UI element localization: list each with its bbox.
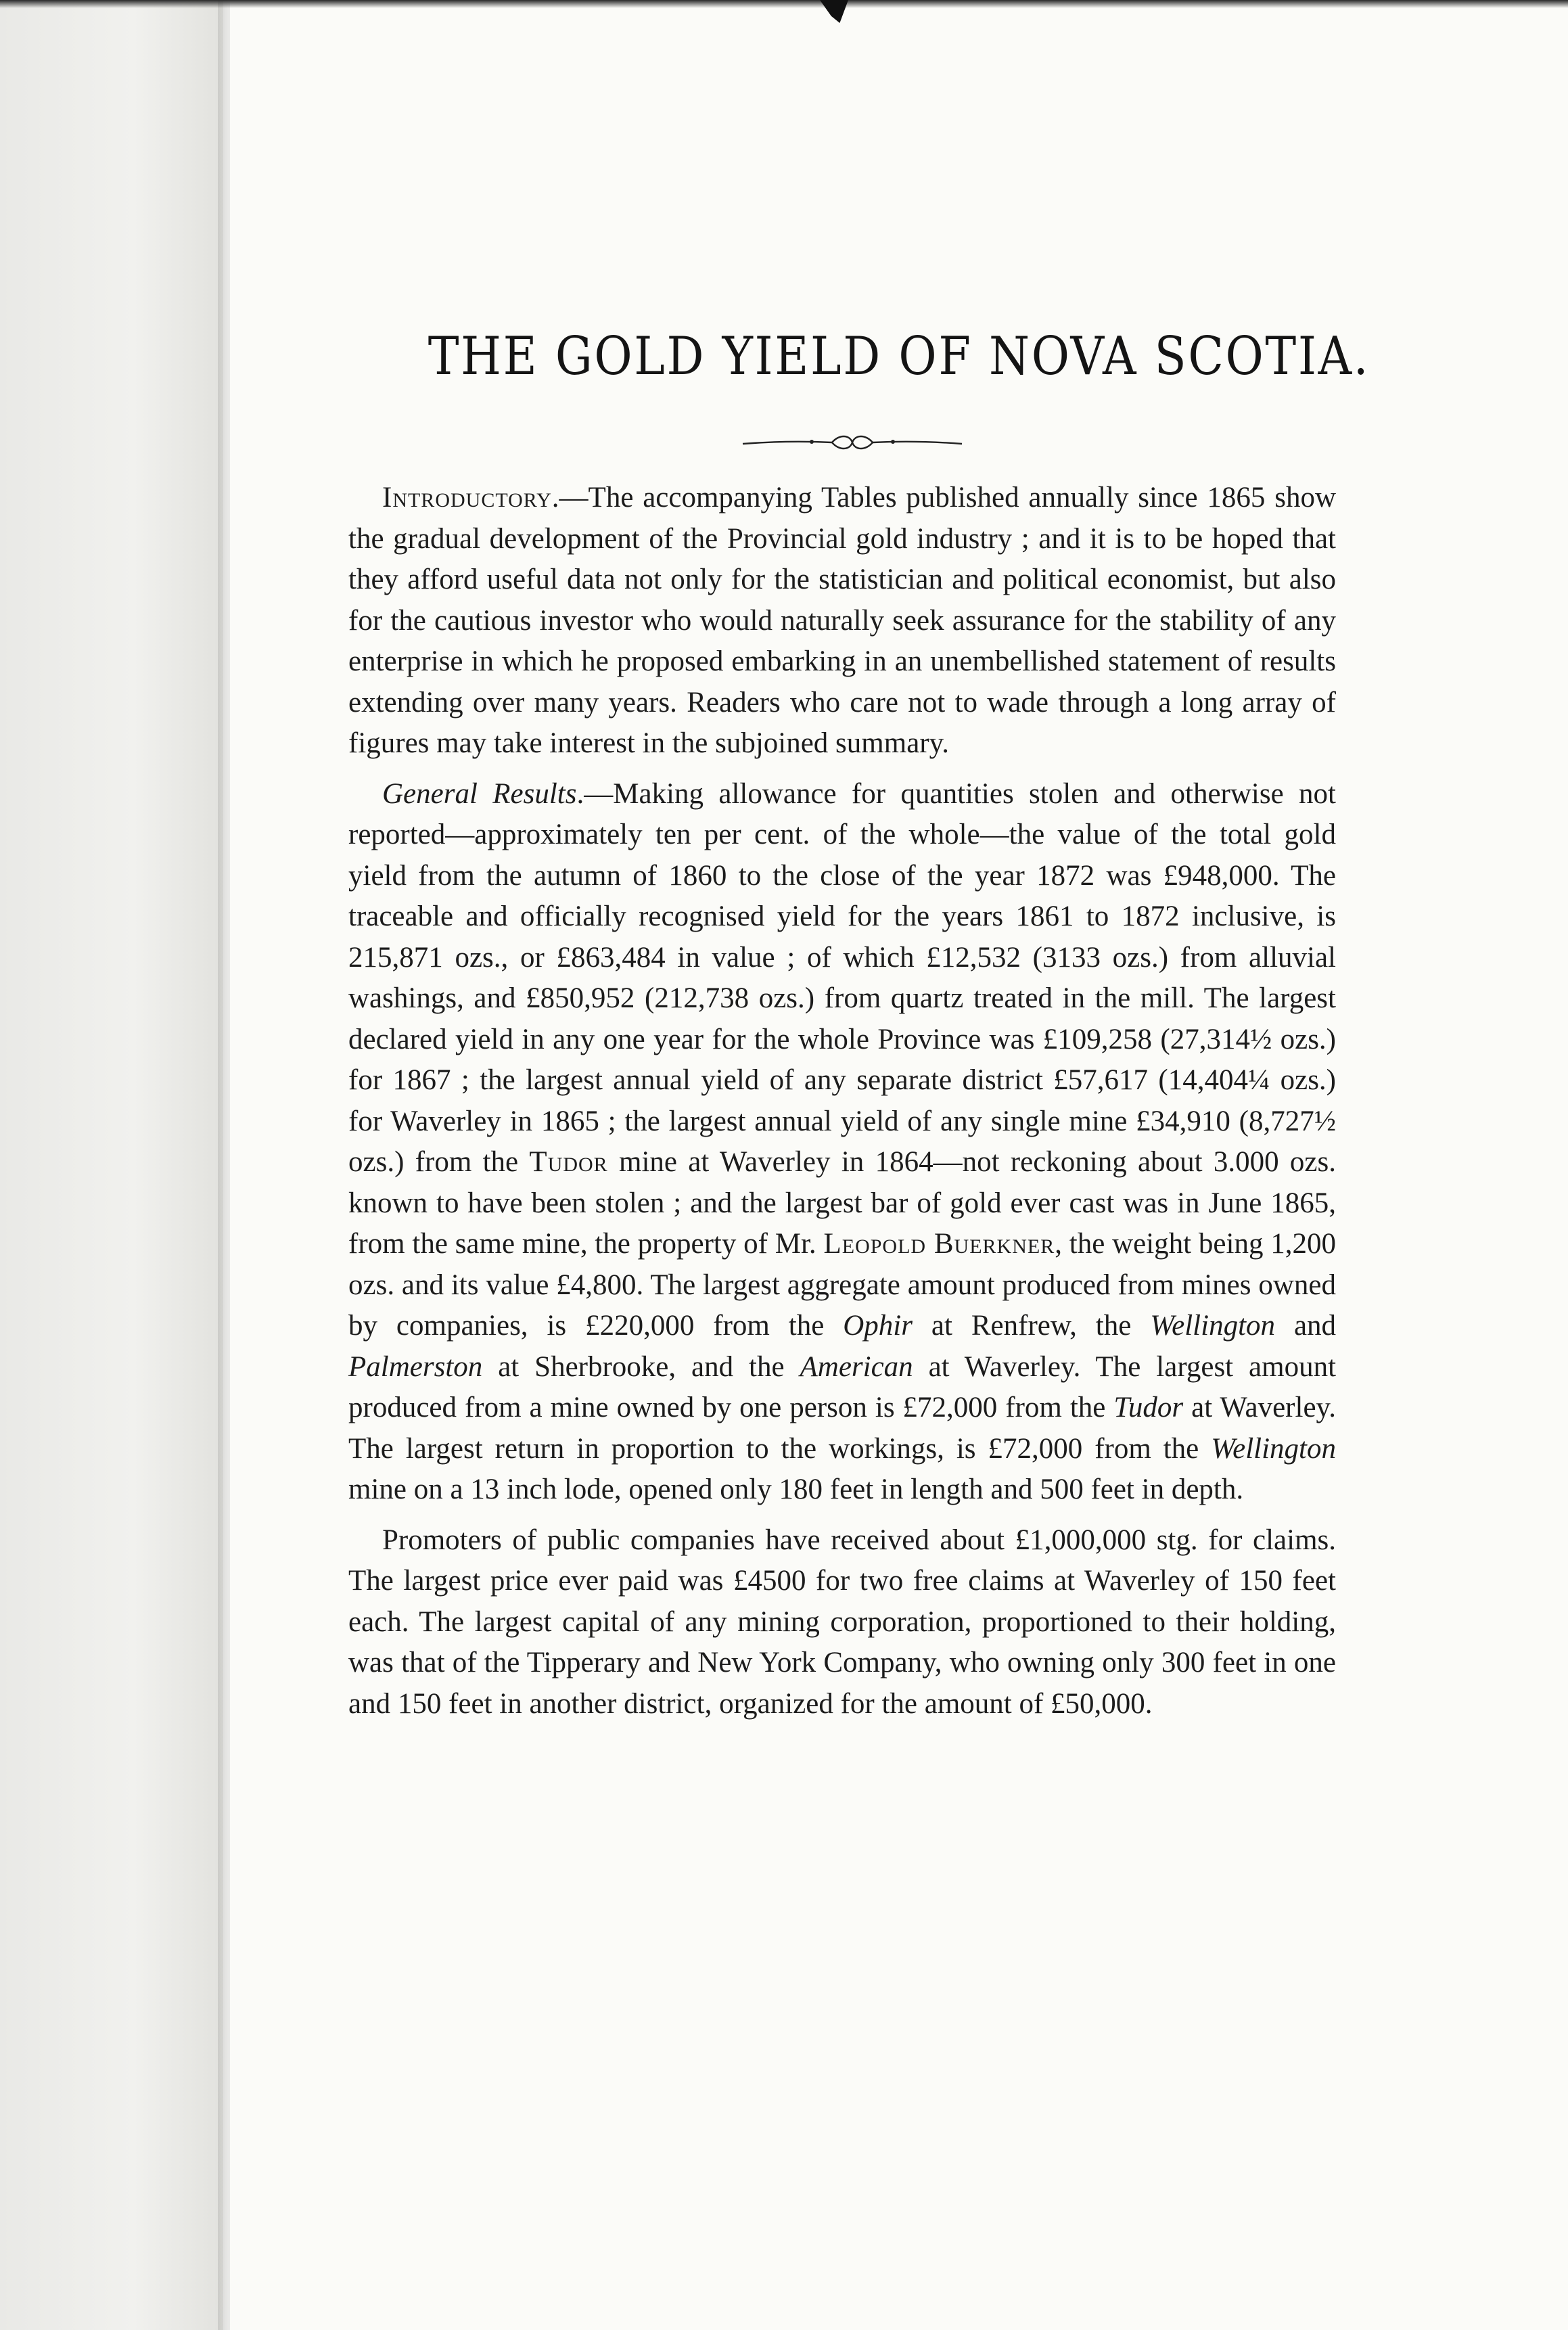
results-paragraph [348,774,1336,1511]
results-text-1: .—Making allowance for quantities stolen and otherwise not reported—approximately ten per cent. of the whole—the value of the total gold yield from the autumn of 1860 to the close of the year 1872 was £948,000. The traceable and officially recognised yield for the years 1861 to 1872 inclusive, is 215,871 ozs., or £863,484 in value ; of which £12,532 (3133 ozs.) from alluvial washings, and £850,952 (212,738 ozs.) from quartz treated in the mill. The largest declared yield in any one year for the whole Province was £109,258 (27,314½ ozs.) for 1867 ; the largest annual yield of any separate district £57,617 (14,404¼ ozs.) for Waverley in 1865 ; the largest annual yield of any single mine £34,910 (8,727½ ozs.) from the [348,777,1336,1178]
results-text-9: mine on a 13 inch lode, opened only 180 feet in length and 500 feet in depth. [348,1474,1244,1505]
mine-tudor-caps: Tudor [529,1146,608,1178]
facing-page [0,0,223,2330]
promoters-paragraph: Promoters of public companies have received about £1,000,000 stg. for claims. The largest price ever paid was £4500 for two free claims at Waverley of 150 feet each. The largest capital of any mining corporation, proportioned to their holding, was that of the Tipperary and New York Company, who owning only 300 feet in one and 150 feet in another district, organized for the amount of £50,000. [348,1524,1336,1720]
intro-text: .—The accompanying Tables published annually since 1865 show the gradual development of the Provincial gold industry ; and it is to be hoped that they afford useful data not only for the statistician and political economist, but also for the cautious investor who would naturally seek assurance for the stability of any enterprise in which he proposed embarking in an unembellished statement of results extending over many years. Readers who care not to wade through a long array of figures may take interest in the subjoined summary. [348,482,1336,759]
mine-wellington-2: Wellington [1211,1432,1336,1465]
results-text-8: at Waverley. The largest return in proportion to the workings, is £72,000 from the [348,1392,1336,1465]
results-text-3: , the weight being 1,200 ozs. and its value £4,800. The largest aggregate amount produced from mines owned by companies, is £220,000 from the [348,1228,1336,1342]
mine-tudor-italic: Tudor [1113,1392,1184,1423]
body-text [348,478,1336,1724]
results-text-7: at Waverley. The largest amount produced from a mine owned by one person is £72,000 from the [348,1350,1337,1423]
mine-american: American [800,1350,913,1383]
results-text-4: at Renfrew, the [931,1310,1132,1342]
intro-heading: Introductory [382,482,552,513]
results-heading: General Results [382,777,577,810]
flourish-divider-icon [737,426,967,460]
intro-paragraph [348,478,1336,764]
owner-name: Leopold Buerkner [823,1228,1055,1260]
results-text-6: at Sherbrooke, and the [498,1350,785,1383]
mine-wellington: Wellington [1150,1310,1276,1342]
mine-palmerston: Palmerston [348,1350,483,1383]
page-title: THE GOLD YIELD OF NOVA SCOTIA. [428,326,1370,387]
results-text-5: and [1293,1310,1337,1342]
results-text-2: mine at Waverley in 1864—not reckoning about 3.000 ozs. known to have been stolen ; and the largest bar of gold ever cast was in June 1865, from the same mine, the property of Mr. [348,1146,1337,1260]
page-top-edge [0,0,1568,8]
mine-ophir: Ophir [843,1310,913,1342]
